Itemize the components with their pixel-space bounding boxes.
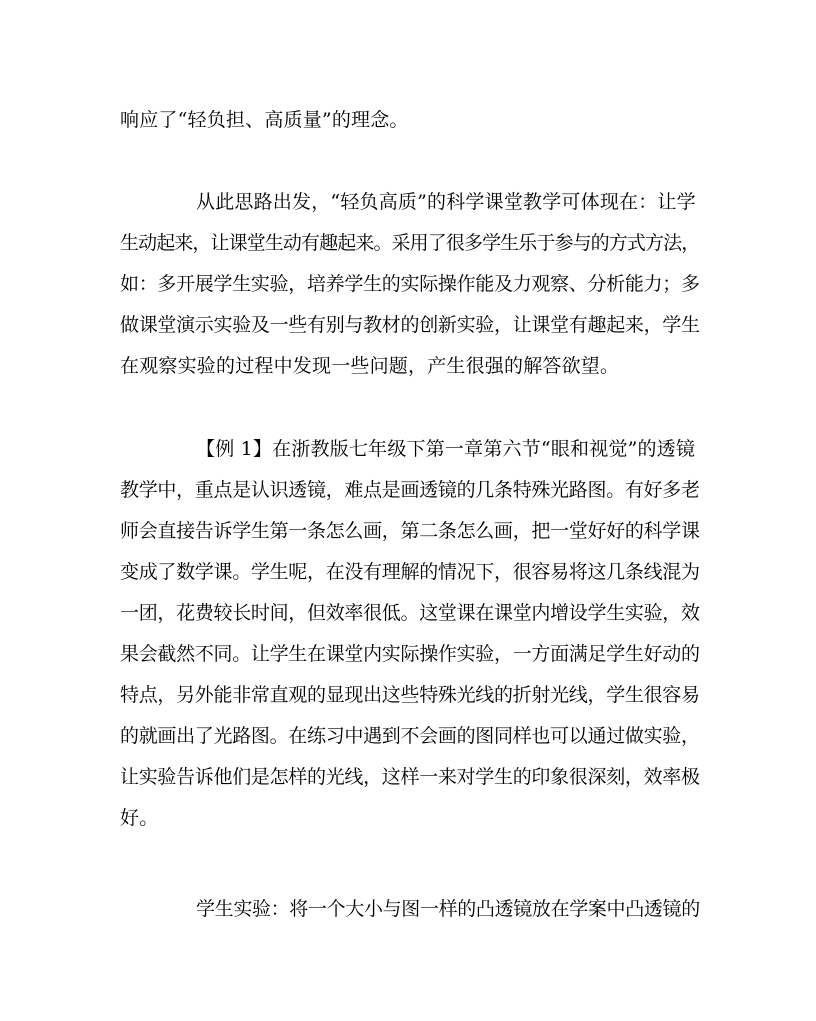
text-line: 做课堂演示实验及一些有别与教材的创新实验，让课堂有趣起来，学生 <box>120 314 700 336</box>
text-line: 特点，另外能非常直观的显现出这些特殊光线的折射光线，学生很容易 <box>120 684 700 706</box>
text-line: 学生实验：将一个大小与图一样的凸透镜放在学案中凸透镜的 <box>196 898 700 920</box>
text-line: 果会截然不同。让学生在课堂内实际操作实验，一方面满足学生好动的 <box>120 643 700 665</box>
text-line: 教学中，重点是认识透镜，难点是画透镜的几条特殊光路图。有好多老 <box>120 479 700 501</box>
text-line: 【例 1】在浙教版七年级下第一章第六节“眼和视觉”的透镜 <box>196 438 696 460</box>
text-line: 响应了“轻负担、高质量”的理念。 <box>120 109 409 131</box>
text-line: 的就画出了光路图。在练习中遇到不会画的图同样也可以通过做实验， <box>120 725 700 747</box>
text-line: 在观察实验的过程中发现一些问题，产生很强的解答欲望。 <box>120 355 620 377</box>
text-line: 如：多开展学生实验，培养学生的实际操作能及力观察、分析能力；多 <box>120 273 700 295</box>
text-line: 生动起来，让课堂生动有趣起来。采用了很多学生乐于参与的方式方法， <box>120 232 700 254</box>
text-line: 变成了数学课。学生呢，在没有理解的情况下，很容易将这几条线混为 <box>120 561 700 583</box>
text-line: 好。 <box>120 807 159 829</box>
text-line: 师会直接告诉学生第一条怎么画，第二条怎么画，把一堂好好的科学课 <box>120 520 700 542</box>
text-line: 一团，花费较长时间，但效率很低。这堂课在课堂内增设学生实验，效 <box>120 602 700 624</box>
text-line: 让实验告诉他们是怎样的光线，这样一来对学生的印象很深刻，效率极 <box>120 766 700 788</box>
text-line: 从此思路出发，“轻负高质”的科学课堂教学可体现在：让学 <box>196 191 696 213</box>
